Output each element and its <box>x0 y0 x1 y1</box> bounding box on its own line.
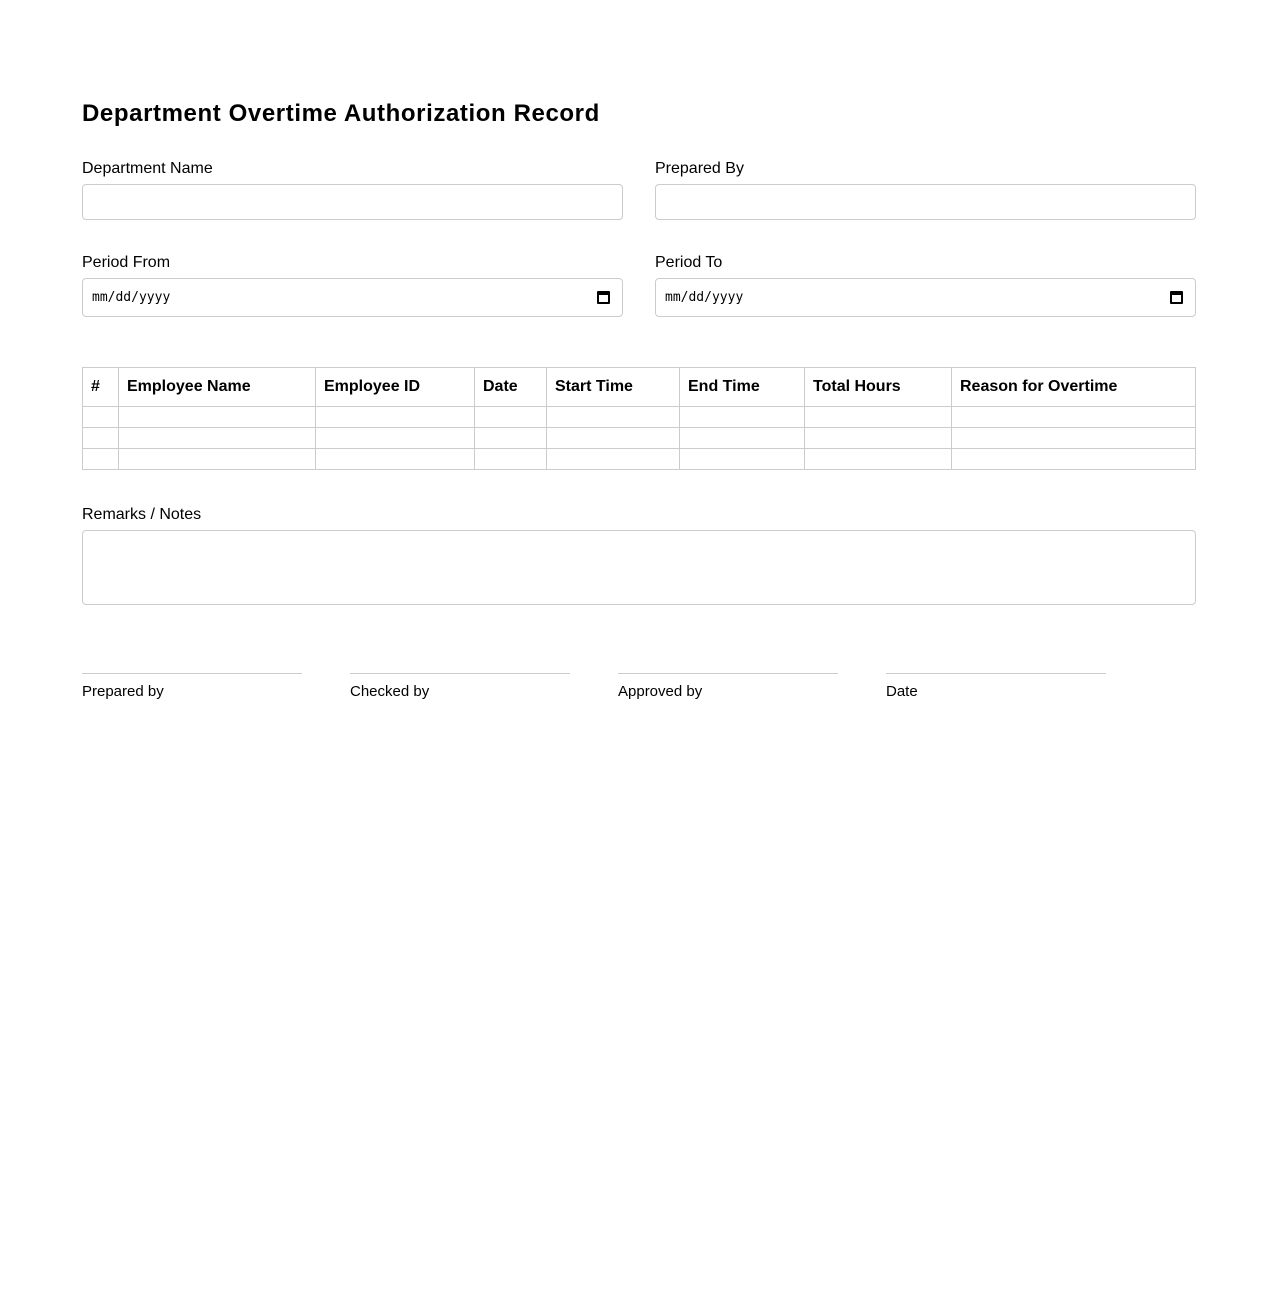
period-from-input[interactable] <box>82 278 623 317</box>
table-cell[interactable] <box>547 407 680 428</box>
table-cell[interactable] <box>316 407 475 428</box>
table-cell[interactable] <box>475 407 547 428</box>
signature-prepared-by: Prepared by <box>82 673 302 700</box>
col-header: Employee Name <box>119 368 316 407</box>
table-cell[interactable] <box>952 428 1196 449</box>
period-to-label: Period To <box>655 254 723 271</box>
calendar-icon[interactable] <box>1170 291 1183 304</box>
col-header: End Time <box>680 368 805 407</box>
table-cell[interactable] <box>805 449 952 470</box>
table-cell[interactable] <box>83 449 119 470</box>
calendar-icon[interactable] <box>597 291 610 304</box>
col-header: Start Time <box>547 368 680 407</box>
period-from-label: Period From <box>82 254 171 271</box>
remarks-textarea[interactable] <box>82 530 1196 605</box>
table-cell[interactable] <box>83 428 119 449</box>
table-row <box>83 428 1196 449</box>
col-header: # <box>83 368 119 407</box>
prepared-by-input[interactable] <box>655 184 1196 220</box>
remarks-label: Remarks / Notes <box>82 506 202 523</box>
table-cell[interactable] <box>952 449 1196 470</box>
signature-checked-by: Checked by <box>350 673 570 700</box>
table-row <box>83 449 1196 470</box>
table-cell[interactable] <box>805 428 952 449</box>
department-name-label: Department Name <box>82 160 213 177</box>
department-name-input[interactable] <box>82 184 623 220</box>
table-cell[interactable] <box>680 428 805 449</box>
page-title: Department Overtime Authorization Record <box>82 100 600 127</box>
period-from-placeholder: mm/dd/yyyy <box>92 290 171 305</box>
table-cell[interactable] <box>316 428 475 449</box>
table-cell[interactable] <box>680 449 805 470</box>
table-cell[interactable] <box>680 407 805 428</box>
table-cell[interactable] <box>952 407 1196 428</box>
table-cell[interactable] <box>119 428 316 449</box>
period-to-input[interactable] <box>655 278 1196 317</box>
col-header: Reason for Overtime <box>952 368 1196 407</box>
table-cell[interactable] <box>475 428 547 449</box>
table-cell[interactable] <box>83 407 119 428</box>
col-header: Date <box>475 368 547 407</box>
table-cell[interactable] <box>547 428 680 449</box>
col-header: Total Hours <box>805 368 952 407</box>
prepared-by-label: Prepared By <box>655 160 744 177</box>
signature-approved-by: Approved by <box>618 673 838 700</box>
table-cell[interactable] <box>119 407 316 428</box>
overtime-table <box>82 367 1196 470</box>
table-cell[interactable] <box>547 449 680 470</box>
table-cell[interactable] <box>316 449 475 470</box>
table-header-row <box>83 368 1196 407</box>
period-to-placeholder: mm/dd/yyyy <box>665 290 744 305</box>
col-header: Employee ID <box>316 368 475 407</box>
table-cell[interactable] <box>119 449 316 470</box>
table-cell[interactable] <box>475 449 547 470</box>
signature-date: Date <box>886 673 1106 700</box>
table-cell[interactable] <box>805 407 952 428</box>
table-row <box>83 407 1196 428</box>
